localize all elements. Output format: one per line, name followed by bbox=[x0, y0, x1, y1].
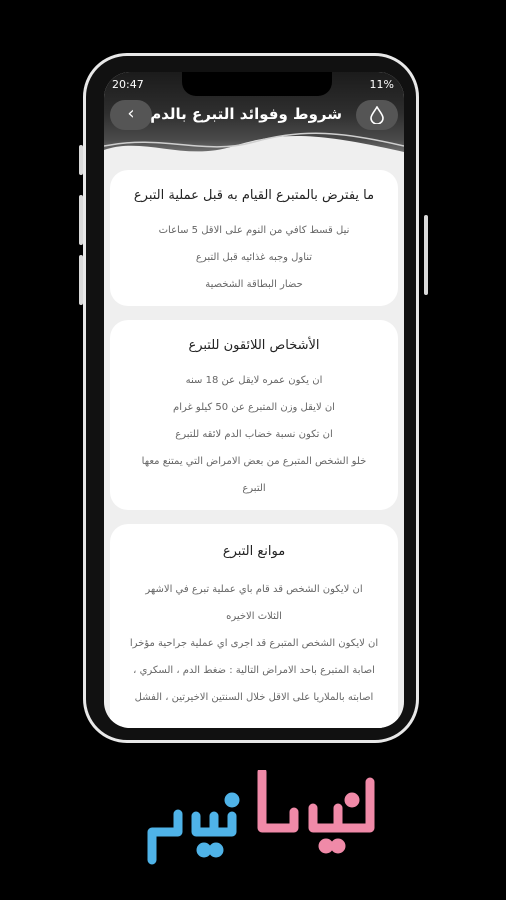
card-line: ان يكون عمره لايقل عن 18 سنه bbox=[185, 375, 323, 386]
blood-drop-icon bbox=[370, 106, 384, 124]
card-line: نيل قسط كافي من النوم على الاقل 5 ساعات bbox=[158, 225, 350, 236]
card-line: ان لايكون الشخص قد قام باي عملية تبرع في الاشهر bbox=[145, 584, 363, 595]
card-line: تناول وجبه غذائيه قبل التبرع bbox=[195, 252, 313, 263]
status-battery: 11% bbox=[369, 78, 394, 91]
card-title: موانع التبرع bbox=[222, 544, 286, 559]
side-button-left-1 bbox=[79, 145, 83, 175]
card-line: ان تكون نسبة خضاب الدم لائقه للتبرع bbox=[175, 429, 333, 440]
card-title: ما يفترض بالمتبرع القيام به قبل عملية التبرع bbox=[133, 188, 375, 203]
card-line: حضار البطاقة الشخصية bbox=[205, 279, 303, 290]
card-line: الثلاث الاخيره bbox=[226, 611, 282, 622]
app-logo bbox=[138, 770, 378, 870]
chevron-left-icon: ‹ bbox=[127, 103, 135, 124]
header-wave bbox=[104, 132, 404, 172]
side-button-left-2 bbox=[79, 195, 83, 245]
status-bar bbox=[112, 78, 394, 92]
card-before-donation bbox=[110, 170, 398, 306]
card-line: التبرع bbox=[242, 483, 266, 494]
page-title: شروط وفوائد التبرع بالدم bbox=[150, 105, 342, 123]
back-button[interactable] bbox=[110, 100, 152, 130]
app-screen bbox=[104, 72, 404, 728]
side-button-left-3 bbox=[79, 255, 83, 305]
side-button-right bbox=[424, 215, 428, 295]
card-eligible-donors bbox=[110, 320, 398, 510]
card-line: اصابته بالملاريا على الاقل خلال السنتين الاخيرتين ، الفشل bbox=[134, 692, 374, 703]
card-line: خلو الشخص المتبرع من بعض الامراض التي يمتنع معها bbox=[141, 456, 367, 467]
card-title: الأشخاص اللائقون للتبرع bbox=[188, 338, 320, 353]
card-line: ان لايكون الشخص المتبرع قد اجرى اي عملية جراحية مؤخراً bbox=[129, 638, 379, 649]
card-line: اصابة المتبرع باحد الامراض التالية : ضغط الدم ، السكري ، bbox=[133, 665, 375, 676]
card-line: ان لايقل وزن المتبرع عن 50 كيلو غرام bbox=[173, 402, 335, 413]
card-donation-contraindications bbox=[110, 524, 398, 728]
app-header bbox=[104, 72, 404, 162]
status-time: 20:47 bbox=[112, 78, 144, 91]
drop-button[interactable] bbox=[356, 100, 398, 130]
